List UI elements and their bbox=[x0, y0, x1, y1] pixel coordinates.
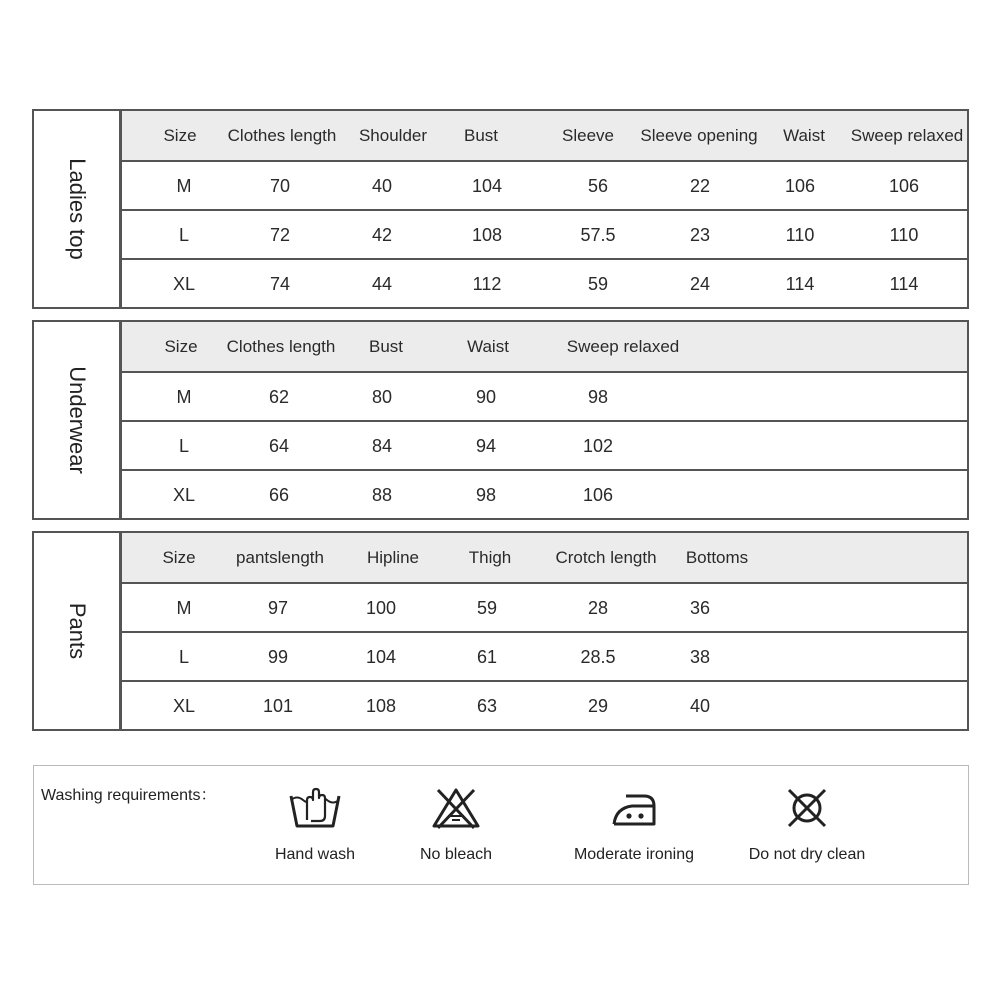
washing-requirements-panel bbox=[33, 765, 969, 885]
header-cell: Waist bbox=[783, 126, 825, 145]
no-bleach-icon bbox=[426, 786, 486, 830]
header-cell: Hipline bbox=[367, 548, 419, 567]
washing-symbol-do-not-dry-clean bbox=[727, 786, 887, 876]
header-cell: Clothes length bbox=[226, 337, 336, 356]
size-table-ladies-top bbox=[32, 109, 969, 309]
table-cell: 36 bbox=[689, 598, 711, 618]
header-cell: Bottoms bbox=[685, 548, 749, 567]
table-cell: 106 bbox=[888, 176, 920, 196]
table-cell: 28.5 bbox=[580, 647, 616, 667]
table-row bbox=[122, 258, 967, 309]
table-cell: 22 bbox=[689, 176, 711, 196]
table-cell: 42 bbox=[371, 225, 393, 245]
table-cell: 102 bbox=[582, 436, 614, 456]
washing-symbol-label: No bleach bbox=[419, 846, 493, 863]
table-cell: 70 bbox=[269, 176, 291, 196]
table-row bbox=[122, 680, 967, 731]
table-cell: 44 bbox=[371, 274, 393, 294]
table-cell: 40 bbox=[371, 176, 393, 196]
table-row bbox=[122, 371, 967, 422]
table-cell: 110 bbox=[889, 225, 919, 245]
section-label: Pants bbox=[64, 602, 90, 660]
header-cell: Size bbox=[163, 126, 197, 145]
table-cell: 98 bbox=[587, 387, 609, 407]
table-cell: 108 bbox=[365, 696, 397, 716]
table-row bbox=[122, 582, 967, 633]
table-cell: 114 bbox=[889, 274, 919, 294]
table-cell: 84 bbox=[371, 436, 393, 456]
section-label-box bbox=[32, 320, 121, 520]
size-grid bbox=[120, 320, 969, 520]
table-cell: XL bbox=[172, 696, 196, 716]
size-table-pants bbox=[32, 531, 969, 731]
size-grid bbox=[120, 531, 969, 731]
table-cell: 64 bbox=[268, 436, 290, 456]
moderate-ironing-icon bbox=[604, 786, 664, 830]
table-cell: 72 bbox=[269, 225, 291, 245]
header-cell: Size bbox=[162, 548, 196, 567]
hand-wash-icon bbox=[285, 786, 345, 830]
table-cell: 23 bbox=[689, 225, 711, 245]
header-cell: Bust bbox=[463, 126, 499, 145]
table-row bbox=[122, 209, 967, 260]
header-cell: Shoulder bbox=[358, 126, 428, 145]
table-cell: 74 bbox=[269, 274, 291, 294]
table-cell: 104 bbox=[471, 176, 503, 196]
table-cell: 114 bbox=[785, 274, 815, 294]
table-cell: 66 bbox=[268, 485, 290, 505]
table-cell: 59 bbox=[587, 274, 609, 294]
table-row bbox=[122, 160, 967, 211]
washing-symbol-label: Moderate ironing bbox=[573, 846, 695, 863]
table-cell: L bbox=[178, 225, 190, 245]
table-cell: 98 bbox=[475, 485, 497, 505]
table-row bbox=[122, 631, 967, 682]
table-cell: 88 bbox=[371, 485, 393, 505]
table-cell: L bbox=[178, 436, 190, 456]
table-cell: 40 bbox=[689, 696, 711, 716]
size-table-underwear bbox=[32, 320, 969, 520]
section-label-box bbox=[32, 531, 121, 731]
table-cell: 59 bbox=[476, 598, 498, 618]
table-cell: L bbox=[178, 647, 190, 667]
header-cell: Bust bbox=[368, 337, 404, 356]
table-cell: M bbox=[176, 387, 192, 407]
table-cell: 108 bbox=[471, 225, 503, 245]
table-cell: 101 bbox=[262, 696, 294, 716]
table-cell: 106 bbox=[784, 176, 816, 196]
table-cell: M bbox=[176, 598, 192, 618]
table-cell: 56 bbox=[587, 176, 609, 196]
size-grid bbox=[120, 109, 969, 309]
header-row bbox=[122, 111, 967, 160]
table-cell: 104 bbox=[365, 647, 397, 667]
header-row bbox=[122, 533, 967, 582]
table-cell: 99 bbox=[267, 647, 289, 667]
table-cell: 24 bbox=[689, 274, 711, 294]
header-cell: Sleeve bbox=[562, 126, 614, 145]
table-cell: 112 bbox=[472, 274, 502, 294]
header-cell: Sleeve opening bbox=[640, 126, 758, 145]
washing-symbol-label: Do not dry clean bbox=[748, 846, 866, 863]
header-cell: Clothes length bbox=[227, 126, 337, 145]
header-cell: Crotch length bbox=[555, 548, 657, 567]
table-cell: 80 bbox=[371, 387, 393, 407]
header-row bbox=[122, 322, 967, 371]
table-cell: 94 bbox=[475, 436, 497, 456]
table-row bbox=[122, 469, 967, 520]
section-label: Underwear bbox=[64, 366, 90, 474]
table-cell: 62 bbox=[268, 387, 290, 407]
table-cell: 100 bbox=[365, 598, 397, 618]
header-cell: Sweep relaxed bbox=[566, 337, 680, 356]
table-row bbox=[122, 420, 967, 471]
table-cell: 106 bbox=[582, 485, 614, 505]
table-cell: 63 bbox=[476, 696, 498, 716]
washing-symbol-no-bleach bbox=[376, 786, 536, 876]
table-cell: 57.5 bbox=[580, 225, 616, 245]
header-cell: Thigh bbox=[468, 548, 512, 567]
table-cell: 38 bbox=[689, 647, 711, 667]
table-cell: 29 bbox=[587, 696, 609, 716]
washing-symbol-label: Hand wash bbox=[274, 846, 356, 863]
washing-symbol-moderate-ironing bbox=[554, 786, 714, 876]
header-cell: Waist bbox=[467, 337, 509, 356]
header-cell: Sweep relaxed bbox=[850, 126, 964, 145]
table-cell: M bbox=[176, 176, 192, 196]
table-cell: 61 bbox=[476, 647, 498, 667]
header-cell: Size bbox=[164, 337, 198, 356]
table-cell: 110 bbox=[785, 225, 815, 245]
table-cell: 90 bbox=[475, 387, 497, 407]
section-label: Ladies top bbox=[64, 158, 90, 260]
table-cell: XL bbox=[172, 485, 196, 505]
table-cell: 28 bbox=[587, 598, 609, 618]
washing-requirements-title: Washing requirements： bbox=[41, 787, 217, 804]
washing-symbol-hand-wash bbox=[235, 786, 395, 876]
header-cell: pantslength bbox=[236, 548, 324, 567]
table-cell: 97 bbox=[267, 598, 289, 618]
table-cell: XL bbox=[172, 274, 196, 294]
do-not-dry-clean-icon bbox=[777, 786, 837, 830]
section-label-box bbox=[32, 109, 121, 309]
